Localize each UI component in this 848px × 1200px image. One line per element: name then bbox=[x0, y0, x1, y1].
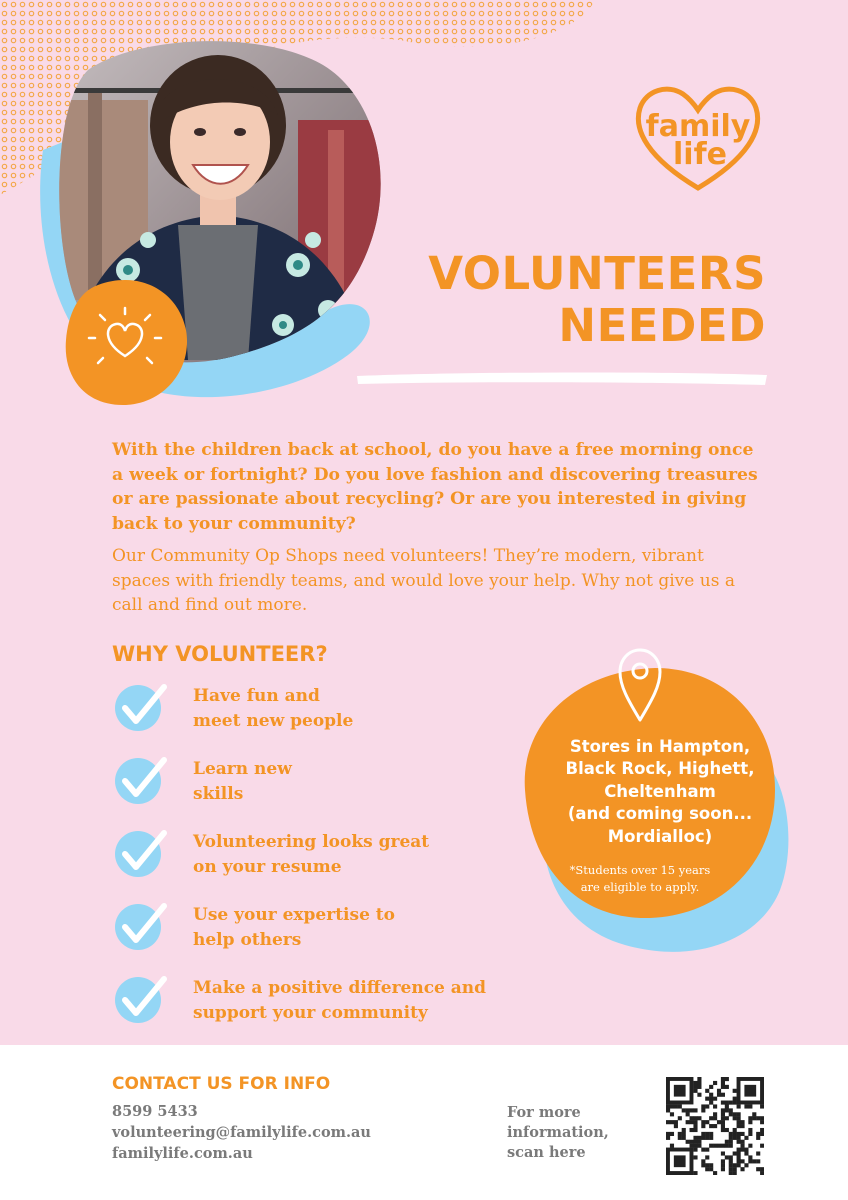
stores-line: Black Rock, Highett, bbox=[565, 759, 755, 779]
benefit-line: Learn new bbox=[193, 759, 292, 779]
benefit-line: Volunteering looks great bbox=[193, 832, 430, 852]
headline-line-1: VOLUNTEERS bbox=[428, 247, 766, 300]
intro-text: With the children back at school, do you have a free morning once a week or fortnight? Do you love fashion and discovering treasures or are passionate about recycling? Or are you interested in giving back to your community? bbox=[112, 440, 758, 534]
headline bbox=[428, 248, 766, 352]
contact-phone[interactable]: 8599 5433 bbox=[112, 1103, 198, 1120]
contact-title: CONTACT US FOR INFO bbox=[112, 1074, 331, 1094]
svg-text:life: life bbox=[673, 137, 727, 172]
underline-swoosh bbox=[355, 368, 770, 390]
benefit-line: Make a positive difference and bbox=[193, 978, 487, 998]
headline-line-2: NEEDED bbox=[558, 299, 766, 352]
scan-text bbox=[507, 1103, 627, 1163]
benefit-line: meet new people bbox=[193, 710, 354, 731]
scan-line: information, bbox=[507, 1124, 609, 1141]
note-line: are eligible to apply. bbox=[580, 880, 700, 894]
contact-email[interactable]: volunteering@familylife.com.au bbox=[112, 1124, 371, 1141]
qr-code-icon[interactable] bbox=[666, 1077, 764, 1175]
benefit-line: skills bbox=[193, 783, 244, 804]
scan-line: For more bbox=[507, 1104, 581, 1121]
stores-text bbox=[520, 736, 800, 848]
check-icon bbox=[108, 827, 170, 877]
benefit-line: Have fun and bbox=[193, 686, 320, 706]
svg-text:family: family bbox=[645, 109, 751, 144]
note-line: *Students over 15 years bbox=[569, 863, 711, 877]
body-text: Our Community Op Shops need volunteers! They’re modern, vibrant spaces with friendly teams, and would love your help. Why not give us a call and find out more. bbox=[112, 546, 735, 616]
check-icon bbox=[108, 754, 170, 804]
check-icon bbox=[108, 681, 170, 731]
stores-line: Mordialloc) bbox=[607, 826, 713, 846]
why-volunteer-title: WHY VOLUNTEER? bbox=[112, 642, 328, 666]
volunteer-photo bbox=[28, 30, 398, 410]
check-icon bbox=[108, 900, 170, 950]
students-note bbox=[540, 862, 740, 896]
check-icon bbox=[108, 973, 170, 1023]
stores-line: Stores in Hampton, bbox=[569, 737, 751, 756]
stores-line: (and coming soon... bbox=[567, 804, 753, 824]
benefit-line: support your community bbox=[193, 1002, 428, 1023]
family-life-logo bbox=[628, 80, 768, 200]
footer bbox=[0, 1045, 848, 1200]
scan-line: scan here bbox=[507, 1144, 586, 1161]
benefit-line: on your resume bbox=[193, 856, 342, 877]
benefit-line: Use your expertise to bbox=[193, 905, 395, 925]
contact-website[interactable]: familylife.com.au bbox=[112, 1145, 253, 1162]
benefit-line: help others bbox=[193, 929, 302, 950]
stores-line: Cheltenham bbox=[604, 781, 716, 801]
